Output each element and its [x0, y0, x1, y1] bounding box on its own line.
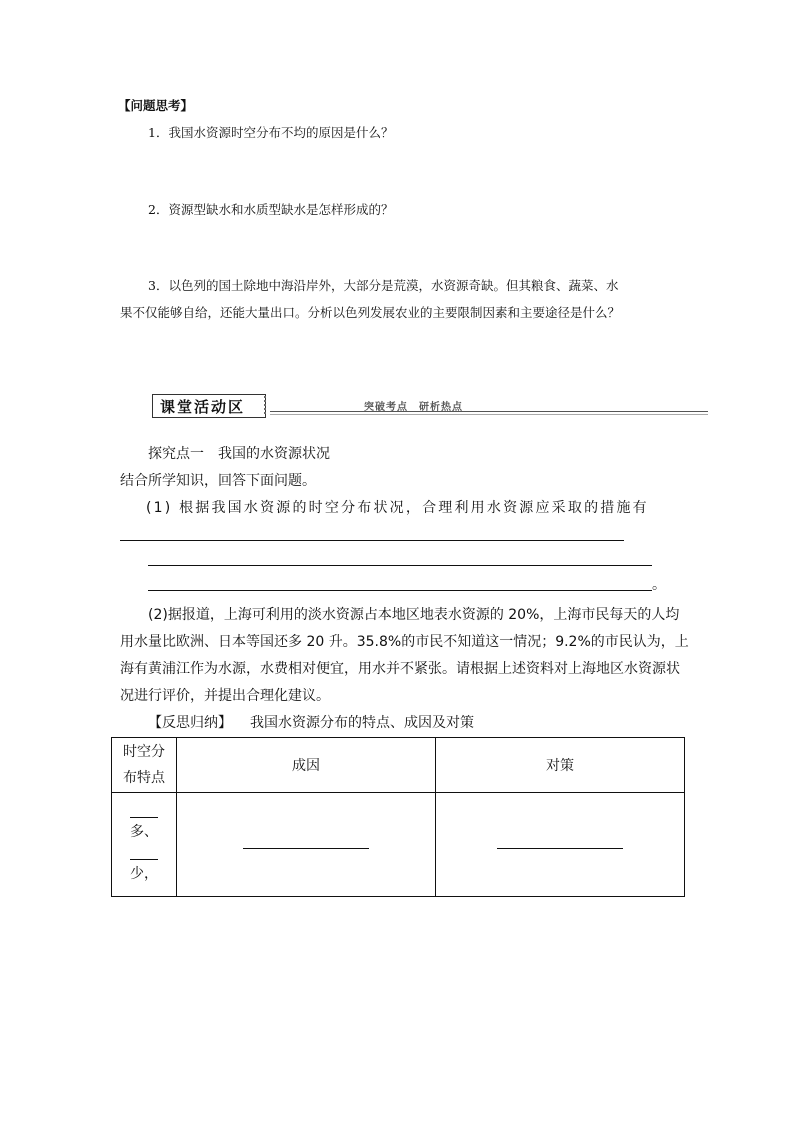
banner-title: 课堂活动区 — [160, 398, 246, 416]
section-header-think: 【问题思考】 — [118, 98, 194, 113]
table-header-row — [112, 738, 685, 793]
question-3-line2: 果不仅能够自给，还能大量出口。分析以色列发展农业的主要限制因素和主要途径是什么？ — [120, 305, 621, 320]
explore-p2-line3: 海有黄浦江作为水源，水费相对便宜，用水并不紧张。请根据上述资料对上海地区水资源状 — [120, 661, 680, 677]
table-header-causes: 成因 — [177, 738, 436, 793]
table-header-features-line2: 布特点 — [123, 770, 165, 786]
table-cell-causes[interactable] — [177, 793, 436, 897]
summary-table — [111, 737, 685, 897]
answer-line-1[interactable] — [120, 540, 624, 541]
reflection-heading — [148, 712, 474, 732]
question-1: 1．我国水资源时空分布不均的原因是什么？ — [148, 125, 394, 140]
explore-p2-line1: (2)据报道，上海可利用的淡水资源占本地区地表水资源的 20%，上海市民每天的人均 — [148, 607, 680, 623]
answer-line-period: 。 — [652, 577, 666, 593]
question-2: 2．资源型缺水和水质型缺水是怎样形成的？ — [148, 202, 394, 217]
table-row — [112, 793, 685, 897]
banner-subtitle: 突破考点 研析热点 — [364, 402, 463, 413]
measures-blank[interactable] — [497, 848, 623, 849]
table-header-features-line1: 时空分 — [123, 744, 165, 760]
explore-point-title: 探究点一 我国的水资源状况 — [148, 446, 330, 462]
reflection-label: 【反思归纳】 — [148, 715, 232, 731]
question-3-line1: 3．以色列的国土除地中海沿岸外，大部分是荒漠，水资源奇缺。但其粮食、蔬菜、水 — [148, 278, 619, 293]
feature-more: 多、 — [130, 823, 158, 840]
blank-2[interactable] — [113, 847, 175, 863]
feature-less: 少， — [130, 865, 158, 882]
explore-p2-line2: 用水量比欧洲、日本等国还多 20 升。35.8%的市民不知道这一情况；9.2%的市民认为，上 — [120, 634, 689, 650]
explore-p1: (1) 根据我国水资源的时空分布状况，合理利用水资源应采取的措施有 — [146, 500, 649, 516]
blank-1[interactable] — [113, 805, 175, 821]
table-header-features — [112, 738, 177, 793]
banner-rule — [270, 411, 708, 412]
table-header-measures: 对策 — [436, 738, 685, 793]
banner-rule-secondary — [270, 414, 708, 415]
reflection-title: 我国水资源分布的特点、成因及对策 — [250, 715, 474, 731]
table-cell-features — [112, 793, 177, 897]
table-cell-measures[interactable] — [436, 793, 685, 897]
answer-line-2[interactable] — [148, 565, 652, 566]
answer-line-3[interactable] — [148, 590, 652, 591]
explore-instruction: 结合所学知识，回答下面问题。 — [120, 473, 316, 489]
causes-blank[interactable] — [243, 848, 369, 849]
explore-p2-line4: 况进行评价，并提出合理化建议。 — [120, 688, 330, 704]
